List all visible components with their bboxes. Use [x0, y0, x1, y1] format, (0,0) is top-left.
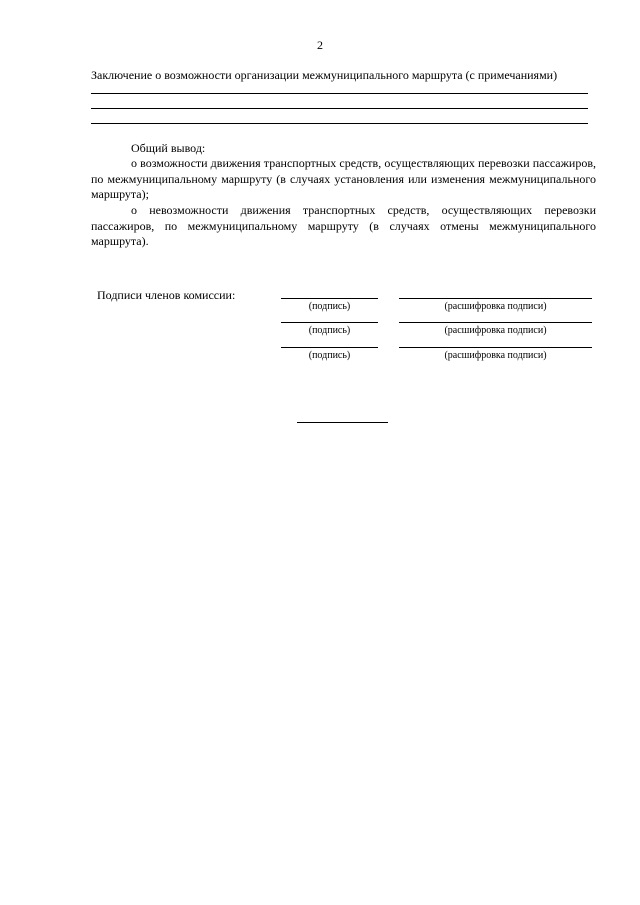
signature-caption: (подпись)	[308, 325, 351, 336]
signature-decoding-caption: (расшифровка подписи)	[444, 350, 547, 361]
end-of-document-rule	[297, 422, 388, 423]
signature-decoding-line	[399, 298, 592, 299]
signature-decoding-line	[399, 322, 592, 323]
page-number: 2	[317, 38, 323, 52]
signature-decoding-caption: (расшифровка подписи)	[444, 301, 547, 312]
signature-line	[281, 322, 378, 323]
commission-signatures-label: Подписи членов комиссии:	[97, 288, 236, 302]
signature-row	[0, 322, 640, 342]
conclusion-item-impossible: о невозможности движения транспортных средств, осуществляющих перевозки пассажиров, по межмуниципальному маршруту (в случаях отмены межмуниципального маршрута).	[91, 203, 596, 248]
blank-line	[91, 123, 588, 124]
signature-caption: (подпись)	[308, 350, 351, 361]
signature-line	[281, 298, 378, 299]
conclusion-item-possible: о возможности движения транспортных средств, осуществляющих перевозки пассажиров, по межмуниципальному маршруту (в случаях установления или изменения межмуниципального маршрута);	[91, 156, 596, 201]
blank-line	[91, 93, 588, 94]
signature-decoding-caption: (расшифровка подписи)	[444, 325, 547, 336]
blank-line	[91, 108, 588, 109]
signature-decoding-line	[399, 347, 592, 348]
signature-caption: (подпись)	[308, 301, 351, 312]
conclusion-heading: Заключение о возможности организации межмуниципального маршрута (с примечаниями)	[91, 68, 558, 82]
signature-row	[0, 298, 640, 318]
signature-row	[0, 347, 640, 367]
general-conclusion-title: Общий вывод:	[131, 141, 206, 155]
signature-line	[281, 347, 378, 348]
